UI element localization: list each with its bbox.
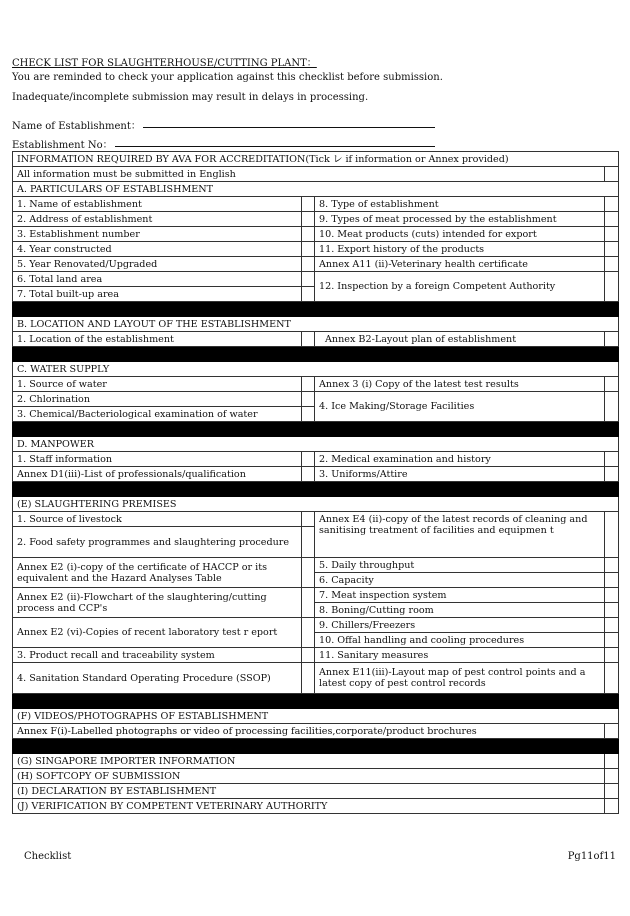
section-header-row xyxy=(13,317,619,332)
item-label: 3. Establishment number xyxy=(13,227,302,242)
checkbox[interactable] xyxy=(302,332,315,347)
item-label: 2. Address of establishment xyxy=(13,212,302,227)
item-label: 3. Product recall and traceability system xyxy=(13,648,302,663)
item-label: 5. Daily throughput xyxy=(315,558,605,573)
item-label: 11. Sanitary measures xyxy=(315,648,605,663)
section-divider xyxy=(13,739,619,754)
checkbox[interactable] xyxy=(605,648,619,663)
table-row xyxy=(13,212,619,227)
item-label: 9. Types of meat processed by the establishment xyxy=(315,212,605,227)
item-label: 10. Offal handling and cooling procedures xyxy=(315,633,605,648)
table-row xyxy=(13,392,619,407)
checkbox[interactable] xyxy=(605,663,619,694)
establishment-name-field[interactable] xyxy=(143,127,435,128)
item-label: 5. Year Renovated/Upgraded xyxy=(13,257,302,272)
checkbox[interactable] xyxy=(605,512,619,558)
checkbox[interactable] xyxy=(302,287,315,302)
item-label: Annex E11(iii)-Layout map of pest control points and a latest copy of pest control records xyxy=(315,663,605,694)
checkbox[interactable] xyxy=(605,769,619,784)
section-header-row xyxy=(13,437,619,452)
table-row xyxy=(13,167,619,182)
table-row xyxy=(13,799,619,814)
checkbox[interactable] xyxy=(302,257,315,272)
item-label: Annex A11 (ii)-Veterinary health certificate xyxy=(315,257,605,272)
section-header-row xyxy=(13,497,619,512)
item-label: Annex E2 (ii)-Flowchart of the slaughtering/cutting process and CCP's xyxy=(13,588,302,618)
establishment-no-field[interactable] xyxy=(115,146,435,147)
checkbox[interactable] xyxy=(302,648,315,663)
checkbox[interactable] xyxy=(605,573,619,588)
table-row xyxy=(13,377,619,392)
item-label: 3. Uniforms/Attire xyxy=(315,467,605,482)
section-divider xyxy=(13,422,619,437)
checkbox[interactable] xyxy=(302,242,315,257)
item-label: 4. Year constructed xyxy=(13,242,302,257)
checkbox[interactable] xyxy=(605,784,619,799)
item-label: 2. Medical examination and history xyxy=(315,452,605,467)
item-label: 3. Chemical/Bacteriological examination of water xyxy=(13,407,302,422)
item-label: Annex E4 (ii)-copy of the latest records of cleaning and sanitising treatment of facilities and equipmen t xyxy=(315,512,605,558)
item-label: Annex B2-Layout plan of establishment xyxy=(315,332,605,347)
section-h-title: (H) SOFTCOPY OF SUBMISSION xyxy=(13,769,605,784)
checkbox[interactable] xyxy=(302,588,315,618)
intro-text-1: You are reminded to check your application against this checklist before submission. xyxy=(12,72,443,83)
checklist-title: CHECK LIST FOR SLAUGHTERHOUSE/CUTTING PLANT： xyxy=(12,58,317,69)
checkbox[interactable] xyxy=(605,603,619,618)
checkbox[interactable] xyxy=(302,467,315,482)
section-divider xyxy=(13,482,619,497)
item-label: Annex F(i)-Labelled photographs or video of processing facilities,corporate/product brochures xyxy=(13,724,605,739)
checkbox[interactable] xyxy=(605,212,619,227)
item-label: 9. Chillers/Freezers xyxy=(315,618,605,633)
item-label: 12. Inspection by a foreign Competent Authority xyxy=(315,272,605,302)
item-label: 1. Source of livestock xyxy=(13,512,302,527)
table-row xyxy=(13,588,619,603)
divider-bar xyxy=(13,482,619,497)
item-label: 11. Export history of the products xyxy=(315,242,605,257)
section-j-title: (J) VERIFICATION BY COMPETENT VETERINARY AUTHORITY xyxy=(13,799,605,814)
item-label: Annex E2 (vi)-Copies of recent laboratory test r eport xyxy=(13,618,302,648)
table-row xyxy=(13,227,619,242)
section-c-title: C. WATER SUPPLY xyxy=(13,362,619,377)
checkbox[interactable] xyxy=(605,754,619,769)
section-divider xyxy=(13,347,619,362)
section-header-row xyxy=(13,182,619,197)
section-e-title: (E) SLAUGHTERING PREMISES xyxy=(13,497,619,512)
page-number: Pg11of11 xyxy=(567,851,616,862)
checkbox[interactable] xyxy=(302,407,315,422)
checkbox[interactable] xyxy=(605,197,619,212)
table-row xyxy=(13,257,619,272)
table-row xyxy=(13,648,619,663)
item-label: 2. Food safety programmes and slaughtering procedure xyxy=(13,527,302,558)
section-b-title: B. LOCATION AND LAYOUT OF THE ESTABLISHMENT xyxy=(13,317,619,332)
table-row xyxy=(13,784,619,799)
item-label: 8. Type of establishment xyxy=(315,197,605,212)
checkbox[interactable] xyxy=(302,618,315,648)
table-row xyxy=(13,467,619,482)
section-header-row xyxy=(13,709,619,724)
checkbox[interactable] xyxy=(605,452,619,467)
table-row xyxy=(13,332,619,347)
table-row xyxy=(13,452,619,467)
checkbox[interactable] xyxy=(605,242,619,257)
establishment-no-label: Establishment No： xyxy=(12,140,113,151)
checkbox[interactable] xyxy=(605,558,619,573)
checkbox[interactable] xyxy=(302,558,315,588)
checkbox[interactable] xyxy=(605,799,619,814)
item-label: Annex D1(iii)-List of professionals/qualification xyxy=(13,467,302,482)
checkbox[interactable] xyxy=(302,272,315,287)
checkbox[interactable] xyxy=(605,257,619,272)
checkbox[interactable] xyxy=(605,272,619,302)
item-label: 1. Source of water xyxy=(13,377,302,392)
table-row xyxy=(13,558,619,573)
checkbox[interactable] xyxy=(302,392,315,407)
table-header: INFORMATION REQUIRED BY AVA FOR ACCREDITATION(Tick ㆑ if information or Annex provided) xyxy=(13,152,619,167)
item-label: 1. Location of the establishment xyxy=(13,332,302,347)
item-label: 7. Meat inspection system xyxy=(315,588,605,603)
table-row xyxy=(13,663,619,694)
table-row xyxy=(13,724,619,739)
checkbox[interactable] xyxy=(605,618,619,633)
footer-label: Checklist xyxy=(24,851,72,862)
item-label: 1. Staff information xyxy=(13,452,302,467)
table-row xyxy=(13,512,619,527)
checkbox[interactable] xyxy=(605,467,619,482)
checkbox[interactable] xyxy=(302,212,315,227)
table-row xyxy=(13,242,619,257)
checkbox[interactable] xyxy=(605,724,619,739)
section-f-title: (F) VIDEOS/PHOTOGRAPHS OF ESTABLISHMENT xyxy=(13,709,619,724)
item-label: Annex E2 (i)-copy of the certificate of HACCP or its equivalent and the Hazard Analyses Table xyxy=(13,558,302,588)
item-label: 6. Capacity xyxy=(315,573,605,588)
intro-text-2: Inadequate/incomplete submission may result in delays in processing. xyxy=(12,92,369,103)
item-label: 7. Total built-up area xyxy=(13,287,302,302)
checkbox[interactable] xyxy=(605,633,619,648)
english-note: All information must be submitted in English xyxy=(13,167,605,182)
divider-bar xyxy=(13,422,619,437)
checkbox[interactable] xyxy=(302,663,315,694)
section-d-title: D. MANPOWER xyxy=(13,437,619,452)
divider-bar xyxy=(13,739,619,754)
table-row xyxy=(13,769,619,784)
item-label: Annex 3 (i) Copy of the latest test results xyxy=(315,377,605,392)
checkbox[interactable] xyxy=(302,227,315,242)
section-i-title: (I) DECLARATION BY ESTABLISHMENT xyxy=(13,784,605,799)
checkbox[interactable] xyxy=(605,167,619,182)
checkbox[interactable] xyxy=(302,527,315,558)
section-header-row xyxy=(13,362,619,377)
checkbox[interactable] xyxy=(605,332,619,347)
section-a-title: A. PARTICULARS OF ESTABLISHMENT xyxy=(13,182,619,197)
accreditation-checklist-table xyxy=(12,151,619,814)
checkbox[interactable] xyxy=(605,227,619,242)
table-row xyxy=(13,197,619,212)
item-label: 10. Meat products (cuts) intended for export xyxy=(315,227,605,242)
checkbox[interactable] xyxy=(302,512,315,527)
item-label: 1. Name of establishment xyxy=(13,197,302,212)
item-label: 6. Total land area xyxy=(13,272,302,287)
section-divider xyxy=(13,302,619,317)
item-label: 8. Boning/Cutting room xyxy=(315,603,605,618)
checkbox[interactable] xyxy=(302,452,315,467)
item-label: 4. Sanitation Standard Operating Procedure (SSOP) xyxy=(13,663,302,694)
section-divider xyxy=(13,694,619,709)
checkbox[interactable] xyxy=(605,377,619,392)
divider-bar xyxy=(13,347,619,362)
checkbox[interactable] xyxy=(302,197,315,212)
table-row xyxy=(13,272,619,287)
table-row xyxy=(13,754,619,769)
table-header-row xyxy=(13,152,619,167)
section-g-title: (G) SINGAPORE IMPORTER INFORMATION xyxy=(13,754,605,769)
item-label: 2. Chlorination xyxy=(13,392,302,407)
table-row xyxy=(13,618,619,633)
checkbox[interactable] xyxy=(605,588,619,603)
establishment-name-label: Name of Establishment： xyxy=(12,121,141,132)
divider-bar xyxy=(13,694,619,709)
checkbox[interactable] xyxy=(605,392,619,422)
item-label: 4. Ice Making/Storage Facilities xyxy=(315,392,605,422)
checkbox[interactable] xyxy=(302,377,315,392)
divider-bar xyxy=(13,302,619,317)
